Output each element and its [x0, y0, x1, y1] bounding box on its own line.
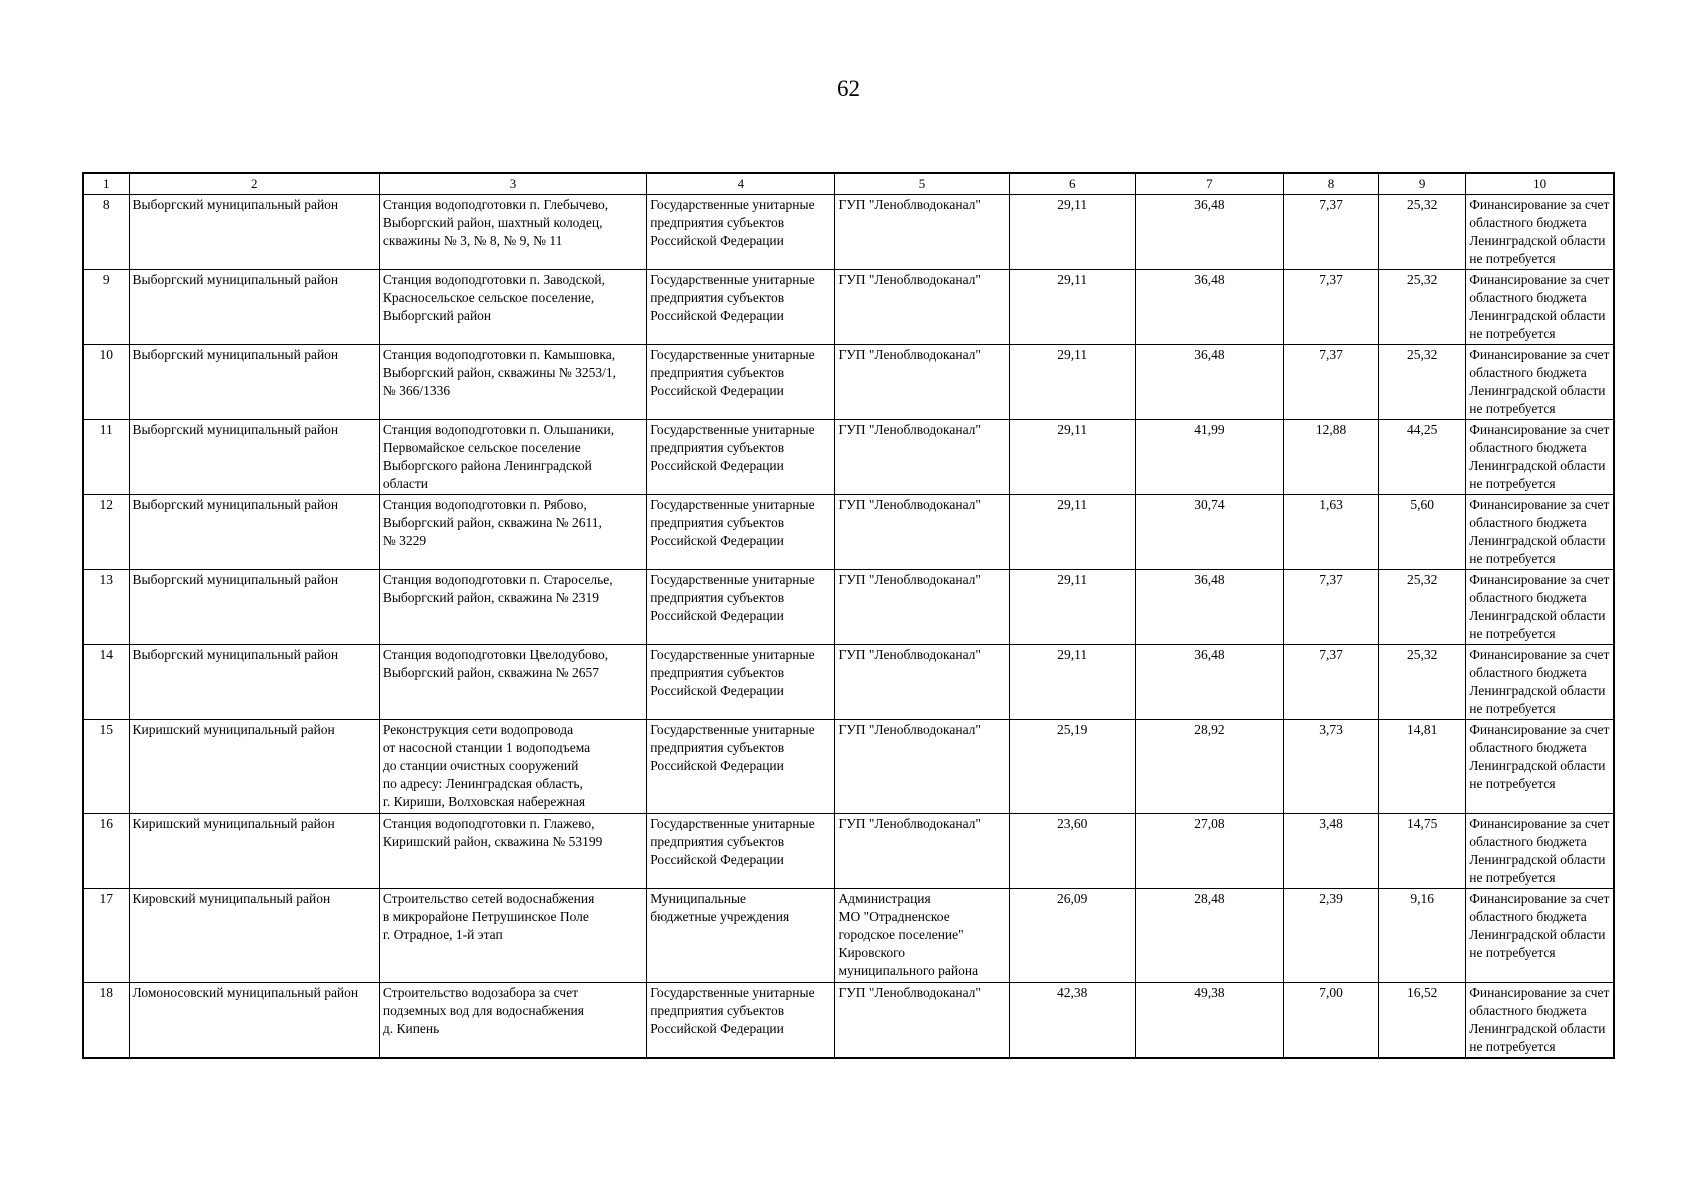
org-type-cell: Государственные унитарные предприятия субъектов Российской Федерации: [647, 645, 835, 720]
table-row: [83, 983, 1614, 1059]
row-number-cell: 11: [83, 420, 129, 495]
operator-cell: Администрация МО "Отрадненское городское поселение" Кировского муниципального района: [835, 889, 1009, 983]
value-cell-7: 36,48: [1135, 195, 1283, 270]
row-number-cell: 9: [83, 270, 129, 345]
operator-cell: ГУП "Леноблводоканал": [835, 814, 1009, 889]
header-cell: 4: [647, 173, 835, 195]
table-row: [83, 270, 1614, 345]
operator-cell: ГУП "Леноблводоканал": [835, 195, 1009, 270]
row-number-cell: 12: [83, 495, 129, 570]
page-number: 62: [837, 76, 860, 101]
object-cell: Реконструкция сети водопровода от насосной станции 1 водоподъема до станции очистных сооружений по адресу: Ленинградская область, г. Кириши, Волховская набережная: [379, 720, 646, 814]
note-cell: Финансирование за счет областного бюджета Ленинградской области не потребуется: [1466, 720, 1614, 814]
org-type-cell: Государственные унитарные предприятия субъектов Российской Федерации: [647, 570, 835, 645]
org-type-cell: Государственные унитарные предприятия субъектов Российской Федерации: [647, 195, 835, 270]
value-cell-8: 7,00: [1284, 983, 1379, 1059]
value-cell-8: 7,37: [1284, 345, 1379, 420]
value-cell-8: 7,37: [1284, 570, 1379, 645]
value-cell-8: 2,39: [1284, 889, 1379, 983]
value-cell-7: 28,92: [1135, 720, 1283, 814]
object-cell: Станция водоподготовки п. Заводской, Красносельское сельское поселение, Выборгский район: [379, 270, 646, 345]
note-cell: Финансирование за счет областного бюджета Ленинградской области не потребуется: [1466, 270, 1614, 345]
value-cell-6: 29,11: [1009, 645, 1135, 720]
value-cell-7: 28,48: [1135, 889, 1283, 983]
note-cell: Финансирование за счет областного бюджета Ленинградской области не потребуется: [1466, 345, 1614, 420]
table-row: [83, 570, 1614, 645]
table-body: [83, 195, 1614, 1059]
value-cell-9: 25,32: [1379, 270, 1466, 345]
org-type-cell: Государственные унитарные предприятия субъектов Российской Федерации: [647, 983, 835, 1059]
object-cell: Станция водоподготовки п. Камышовка, Выборгский район, скважины № 3253/1, № 366/1336: [379, 345, 646, 420]
district-cell: Киришский муниципальный район: [129, 814, 379, 889]
value-cell-7: 49,38: [1135, 983, 1283, 1059]
note-cell: Финансирование за счет областного бюджета Ленинградской области не потребуется: [1466, 420, 1614, 495]
value-cell-8: 3,73: [1284, 720, 1379, 814]
table-row: [83, 195, 1614, 270]
value-cell-6: 29,11: [1009, 495, 1135, 570]
table-row: [83, 495, 1614, 570]
object-cell: Станция водоподготовки п. Рябово, Выборгский район, скважина № 2611, № 3229: [379, 495, 646, 570]
value-cell-9: 14,81: [1379, 720, 1466, 814]
row-number-cell: 13: [83, 570, 129, 645]
value-cell-6: 29,11: [1009, 270, 1135, 345]
district-cell: Выборгский муниципальный район: [129, 345, 379, 420]
note-cell: Финансирование за счет областного бюджета Ленинградской области не потребуется: [1466, 814, 1614, 889]
note-cell: Финансирование за счет областного бюджета Ленинградской области не потребуется: [1466, 889, 1614, 983]
note-cell: Финансирование за счет областного бюджета Ленинградской области не потребуется: [1466, 195, 1614, 270]
operator-cell: ГУП "Леноблводоканал": [835, 495, 1009, 570]
value-cell-7: 36,48: [1135, 345, 1283, 420]
district-cell: Выборгский муниципальный район: [129, 570, 379, 645]
operator-cell: ГУП "Леноблводоканал": [835, 720, 1009, 814]
value-cell-9: 14,75: [1379, 814, 1466, 889]
value-cell-6: 29,11: [1009, 345, 1135, 420]
org-type-cell: Государственные унитарные предприятия субъектов Российской Федерации: [647, 345, 835, 420]
header-cell: 3: [379, 173, 646, 195]
value-cell-6: 29,11: [1009, 195, 1135, 270]
header-cell: 5: [835, 173, 1009, 195]
value-cell-7: 36,48: [1135, 570, 1283, 645]
operator-cell: ГУП "Леноблводоканал": [835, 345, 1009, 420]
value-cell-9: 25,32: [1379, 645, 1466, 720]
value-cell-9: 25,32: [1379, 195, 1466, 270]
value-cell-6: 42,38: [1009, 983, 1135, 1059]
org-type-cell: Государственные унитарные предприятия субъектов Российской Федерации: [647, 420, 835, 495]
note-cell: Финансирование за счет областного бюджета Ленинградской области не потребуется: [1466, 645, 1614, 720]
table-row: [83, 645, 1614, 720]
header-cell: 9: [1379, 173, 1466, 195]
value-cell-8: 7,37: [1284, 645, 1379, 720]
value-cell-8: 12,88: [1284, 420, 1379, 495]
value-cell-9: 25,32: [1379, 345, 1466, 420]
row-number-cell: 10: [83, 345, 129, 420]
org-type-cell: Муниципальные бюджетные учреждения: [647, 889, 835, 983]
row-number-cell: 16: [83, 814, 129, 889]
header-cell: 1: [83, 173, 129, 195]
district-cell: Кировский муниципальный район: [129, 889, 379, 983]
table-row: [83, 814, 1614, 889]
value-cell-9: 25,32: [1379, 570, 1466, 645]
object-cell: Станция водоподготовки п. Староселье, Выборгский район, скважина № 2319: [379, 570, 646, 645]
value-cell-9: 9,16: [1379, 889, 1466, 983]
table-row: [83, 420, 1614, 495]
value-cell-6: 23,60: [1009, 814, 1135, 889]
object-cell: Строительство водозабора за счет подземных вод для водоснабжения д. Кипень: [379, 983, 646, 1059]
data-table: [82, 172, 1615, 1059]
operator-cell: ГУП "Леноблводоканал": [835, 270, 1009, 345]
header-cell: 10: [1466, 173, 1614, 195]
operator-cell: ГУП "Леноблводоканал": [835, 645, 1009, 720]
note-cell: Финансирование за счет областного бюджета Ленинградской области не потребуется: [1466, 983, 1614, 1059]
value-cell-8: 7,37: [1284, 195, 1379, 270]
value-cell-6: 25,19: [1009, 720, 1135, 814]
table-row: [83, 889, 1614, 983]
row-number-cell: 8: [83, 195, 129, 270]
district-cell: Выборгский муниципальный район: [129, 495, 379, 570]
object-cell: Строительство сетей водоснабжения в микрорайоне Петрушинское Поле г. Отрадное, 1-й этап: [379, 889, 646, 983]
value-cell-7: 36,48: [1135, 645, 1283, 720]
district-cell: Выборгский муниципальный район: [129, 270, 379, 345]
row-number-cell: 17: [83, 889, 129, 983]
object-cell: Станция водоподготовки п. Глебычево, Выборгский район, шахтный колодец, скважины № 3, № 8, № 9, № 11: [379, 195, 646, 270]
note-cell: Финансирование за счет областного бюджета Ленинградской области не потребуется: [1466, 495, 1614, 570]
value-cell-6: 29,11: [1009, 570, 1135, 645]
org-type-cell: Государственные унитарные предприятия субъектов Российской Федерации: [647, 495, 835, 570]
value-cell-6: 26,09: [1009, 889, 1135, 983]
operator-cell: ГУП "Леноблводоканал": [835, 420, 1009, 495]
header-cell: 8: [1284, 173, 1379, 195]
org-type-cell: Государственные унитарные предприятия субъектов Российской Федерации: [647, 270, 835, 345]
operator-cell: ГУП "Леноблводоканал": [835, 570, 1009, 645]
district-cell: Киришский муниципальный район: [129, 720, 379, 814]
header-cell: 6: [1009, 173, 1135, 195]
value-cell-7: 27,08: [1135, 814, 1283, 889]
district-cell: Выборгский муниципальный район: [129, 420, 379, 495]
value-cell-8: 1,63: [1284, 495, 1379, 570]
value-cell-9: 44,25: [1379, 420, 1466, 495]
table-row: [83, 345, 1614, 420]
district-cell: Выборгский муниципальный район: [129, 645, 379, 720]
note-cell: Финансирование за счет областного бюджета Ленинградской области не потребуется: [1466, 570, 1614, 645]
object-cell: Станция водоподготовки Цвелодубово, Выборгский район, скважина № 2657: [379, 645, 646, 720]
object-cell: Станция водоподготовки п. Глажево, Киришский район, скважина № 53199: [379, 814, 646, 889]
value-cell-6: 29,11: [1009, 420, 1135, 495]
row-number-cell: 14: [83, 645, 129, 720]
value-cell-8: 7,37: [1284, 270, 1379, 345]
value-cell-8: 3,48: [1284, 814, 1379, 889]
object-cell: Станция водоподготовки п. Ольшаники, Первомайское сельское поселение Выборгского района Ленинградской области: [379, 420, 646, 495]
district-cell: Ломоносовский муниципальный район: [129, 983, 379, 1059]
value-cell-7: 41,99: [1135, 420, 1283, 495]
header-row: [83, 173, 1614, 195]
operator-cell: ГУП "Леноблводоканал": [835, 983, 1009, 1059]
table-row: [83, 720, 1614, 814]
org-type-cell: Государственные унитарные предприятия субъектов Российской Федерации: [647, 814, 835, 889]
row-number-cell: 15: [83, 720, 129, 814]
value-cell-9: 5,60: [1379, 495, 1466, 570]
org-type-cell: Государственные унитарные предприятия субъектов Российской Федерации: [647, 720, 835, 814]
value-cell-7: 30,74: [1135, 495, 1283, 570]
value-cell-9: 16,52: [1379, 983, 1466, 1059]
district-cell: Выборгский муниципальный район: [129, 195, 379, 270]
row-number-cell: 18: [83, 983, 129, 1059]
header-cell: 7: [1135, 173, 1283, 195]
value-cell-7: 36,48: [1135, 270, 1283, 345]
header-cell: 2: [129, 173, 379, 195]
